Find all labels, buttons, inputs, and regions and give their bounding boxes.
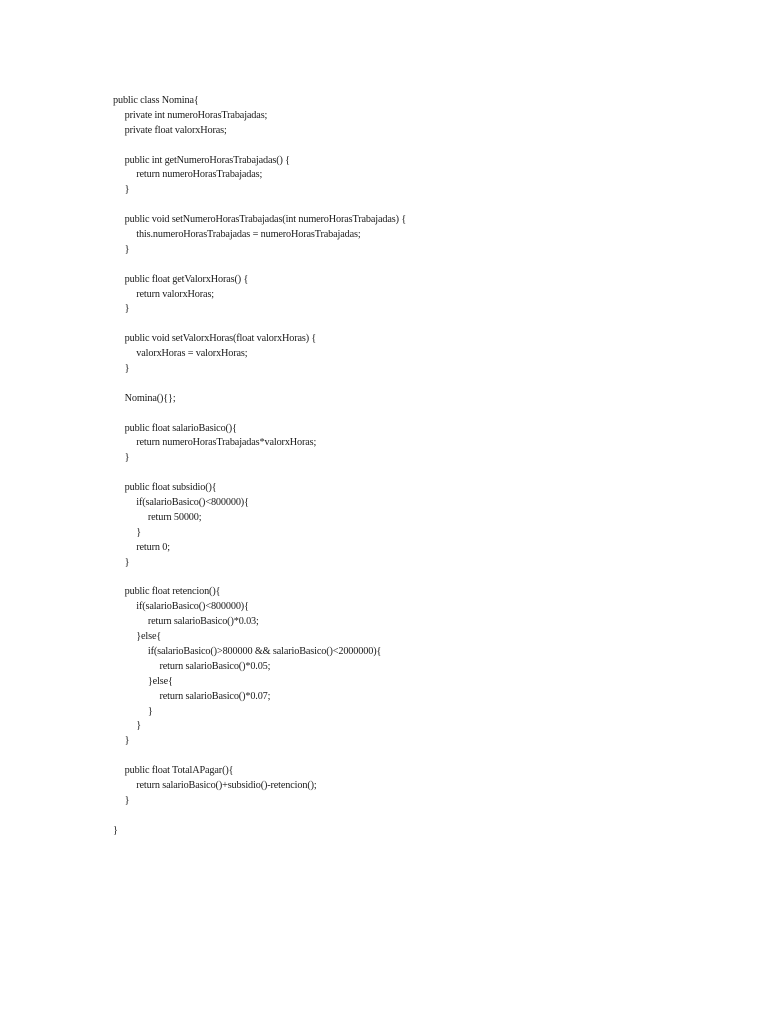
code-line <box>113 376 671 391</box>
code-line: if(salarioBasico()>800000 && salarioBasico()<2000000){ <box>147 644 382 657</box>
code-line: public void setValorxHoras(float valorxHoras) { <box>124 332 317 345</box>
code-block <box>113 93 671 838</box>
code-line: public void setNumeroHorasTrabajadas(int numeroHorasTrabajadas) { <box>124 213 407 226</box>
code-line: } <box>124 302 130 315</box>
code-line: } <box>113 823 118 836</box>
code-line <box>113 316 671 331</box>
code-line: } <box>136 719 142 732</box>
code-line <box>113 257 671 272</box>
code-line: return 0; <box>136 540 170 553</box>
code-line: return numeroHorasTrabajadas; <box>136 168 263 181</box>
code-line: } <box>124 793 130 806</box>
code-line: if(salarioBasico()<800000){ <box>136 496 249 509</box>
code-line: public float salarioBasico(){ <box>124 421 237 434</box>
code-line: return salarioBasico()*0.05; <box>159 659 271 672</box>
code-line: public float subsidio(){ <box>124 481 217 494</box>
code-line: return numeroHorasTrabajadas*valorxHoras; <box>136 436 317 449</box>
code-line: }else{ <box>136 630 162 643</box>
code-line: public class Nomina{ <box>113 94 199 106</box>
code-line: valorxHoras = valorxHoras; <box>136 347 248 360</box>
code-line: public float retencion(){ <box>124 585 221 598</box>
code-line: } <box>136 525 142 538</box>
code-line: this.numeroHorasTrabajadas = numeroHorasTrabajadas; <box>136 228 361 241</box>
code-line: Nomina(){}; <box>124 391 176 404</box>
code-line: } <box>124 451 130 464</box>
code-line <box>113 808 671 823</box>
code-line: return 50000; <box>147 510 202 523</box>
code-line <box>113 197 671 212</box>
code-line: public float TotalAPagar(){ <box>124 764 234 777</box>
code-line <box>113 465 671 480</box>
code-line: } <box>147 704 153 717</box>
code-line: return valorxHoras; <box>136 287 214 300</box>
code-line <box>113 138 671 153</box>
code-line <box>113 570 671 585</box>
code-line: return salarioBasico()*0.07; <box>159 689 271 702</box>
code-line: private float valorxHoras; <box>124 123 227 136</box>
code-line: return salarioBasico()*0.03; <box>147 615 259 628</box>
code-line: public float getValorxHoras() { <box>124 272 249 285</box>
code-line <box>113 748 671 763</box>
code-line: return salarioBasico()+subsidio()-retencion(); <box>136 778 317 791</box>
code-line: } <box>124 555 130 568</box>
code-line: if(salarioBasico()<800000){ <box>136 600 249 613</box>
code-line: public int getNumeroHorasTrabajadas() { <box>124 153 290 166</box>
code-line: } <box>124 734 130 747</box>
code-line: } <box>124 242 130 255</box>
code-line: private int numeroHorasTrabajadas; <box>124 108 268 121</box>
code-line: }else{ <box>147 674 173 687</box>
code-line <box>113 406 671 421</box>
code-line: } <box>124 183 130 196</box>
code-line: } <box>124 362 130 375</box>
